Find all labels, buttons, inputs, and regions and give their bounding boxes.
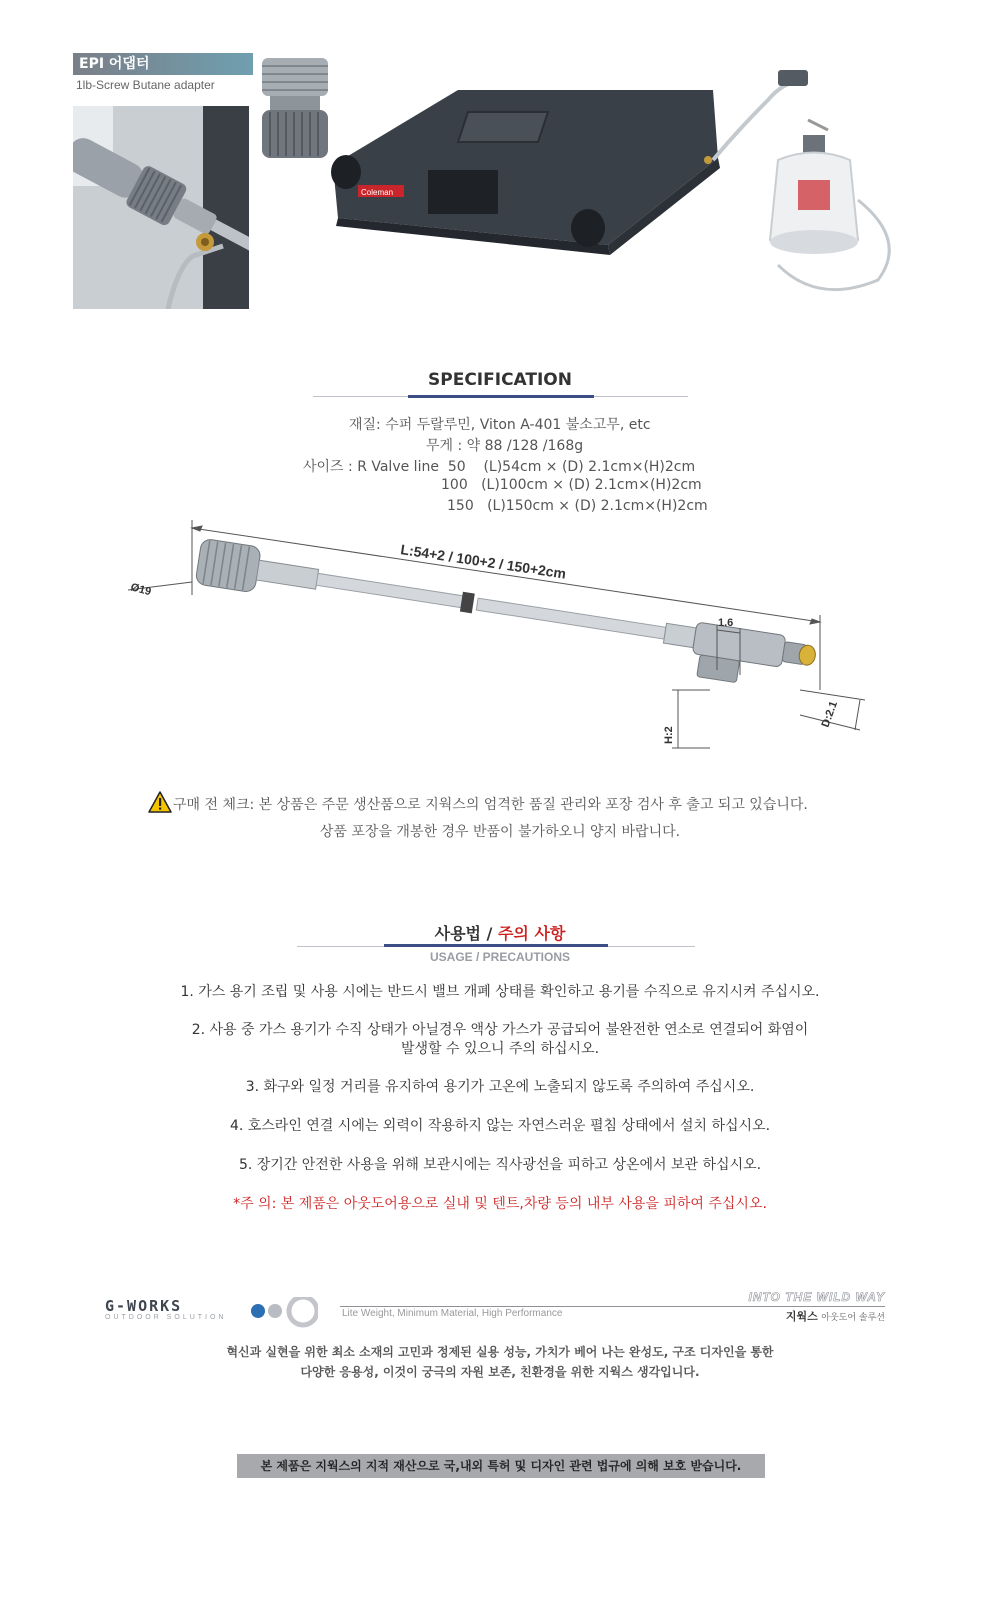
spec-material: 재질: 수퍼 두랄루민, Viton A-401 불소고무, etc xyxy=(349,417,651,433)
spec-size-100: 100 (L)100cm × (D) 2.1cm×(H)2cm xyxy=(441,477,702,493)
length-label: L:54+2 / 100+2 / 150+2cm xyxy=(399,541,568,582)
usage-title xyxy=(0,921,1000,944)
gworks-logo-sub: OUTDOOR SOLUTION xyxy=(105,1314,227,1321)
footer-desc-1: 혁신과 실현을 위한 최소 소재의 고민과 정제된 실용 성능, 가치가 베어 나는 완성도, 구조 디자인을 통한 xyxy=(226,1345,774,1359)
footer-rule xyxy=(340,1306,885,1307)
usage-caution: *주 의: 본 제품은 아웃도어용으로 실내 및 텐트,차량 등의 내부 사용을 피하여 주십시오. xyxy=(233,1196,767,1212)
spec-size-50: 사이즈 : R Valve line 50 (L)54cm × (D) 2.1cm×(H)2cm xyxy=(303,459,696,475)
footer-desc-2: 다양한 응용성, 이것이 궁극의 자원 보존, 친환경을 위한 지웍스 생각입니다. xyxy=(300,1365,700,1379)
usage-rule-accent xyxy=(384,944,608,947)
dim-d-label: D:2.1 xyxy=(819,699,841,730)
spec-weight: 무게 : 약 88 /128 /168g xyxy=(426,438,584,454)
usage-item-2-cont: 발생할 수 있으니 주의 하십시오. xyxy=(400,1041,600,1057)
gworks-logo: G-WORKS xyxy=(105,1297,183,1315)
hose-dimension-diagram xyxy=(100,510,900,780)
stove-illustration xyxy=(258,50,948,315)
usage-subtitle: USAGE / PRECAUTIONS xyxy=(429,950,570,964)
dim-1-6-label: 1.6 xyxy=(718,617,734,629)
footer-tagline: Lite Weight, Minimum Material, High Performance xyxy=(342,1308,563,1319)
warning-icon xyxy=(148,791,172,813)
usage-title-b: 주의 사항 xyxy=(497,924,566,943)
legal-notice-bar: 본 제품은 지웍스의 지적 재산으로 국,내외 특허 및 디자인 관련 법규에 의해 보호 받습니다. xyxy=(237,1454,765,1478)
stove-body xyxy=(331,90,720,255)
footer-slogan: INTO THE WILD WAY xyxy=(748,1290,885,1304)
notice-line-1: 구매 전 체크: 본 상품은 주문 생산품으로 지웍스의 엄격한 품질 관리와 포장 검사 후 출고 되고 있습니다. xyxy=(173,797,808,813)
brand-kr-name: 지웍스 xyxy=(785,1310,818,1323)
spec-size-150: 150 (L)150cm × (D) 2.1cm×(H)2cm xyxy=(447,498,708,514)
brand-kr-sub: 아웃도어 솔루션 xyxy=(821,1313,885,1323)
usage-item-4: 4. 호스라인 연결 시에는 외력이 작용하지 않는 자연스러운 펼침 상태에서 설치 하십시오. xyxy=(229,1118,771,1134)
epi-adapter-badge: EPI 어댑터 xyxy=(73,53,253,75)
adapter-part xyxy=(262,58,328,158)
usage-item-5: 5. 장기간 안전한 사용을 위해 보관시에는 직사광선을 피하고 상온에서 보관 하십시오. xyxy=(238,1157,762,1173)
stove-product-photo xyxy=(258,50,948,315)
adapter-closeup-illustration xyxy=(73,106,249,309)
footer-brand-kr xyxy=(700,1308,885,1324)
spec-rule-accent xyxy=(408,395,594,398)
dim-h-label: H:2 xyxy=(663,726,675,744)
usage-item-1: 1. 가스 용기 조립 및 사용 시에는 반드시 밸브 개폐 상태를 확인하고 용기를 수직으로 유지시켜 주십시오. xyxy=(180,984,820,1000)
usage-item-2: 2. 사용 중 가스 용기가 수직 상태가 아닐경우 액상 가스가 공급되어 불완전한 연소로 연결되어 화염이 xyxy=(191,1022,809,1038)
gworks-circles-icon xyxy=(248,1297,318,1333)
usage-item-3: 3. 화구와 일정 거리를 유지하여 용기가 고온에 노출되지 않도록 주의하여 주십시오. xyxy=(245,1079,755,1095)
usage-title-a: 사용법 / xyxy=(434,924,498,943)
svg-text:Coleman: Coleman xyxy=(361,188,394,197)
spec-title: SPECIFICATION xyxy=(428,370,572,390)
epi-adapter-subtitle: 1lb-Screw Butane adapter xyxy=(76,78,215,92)
diameter-label: Ø19 xyxy=(129,581,153,599)
adapter-closeup-photo xyxy=(73,106,249,309)
notice-line-2: 상품 포장을 개봉한 경우 반품이 불가하오니 양지 바랍니다. xyxy=(319,824,681,840)
gas-canister xyxy=(770,135,858,254)
